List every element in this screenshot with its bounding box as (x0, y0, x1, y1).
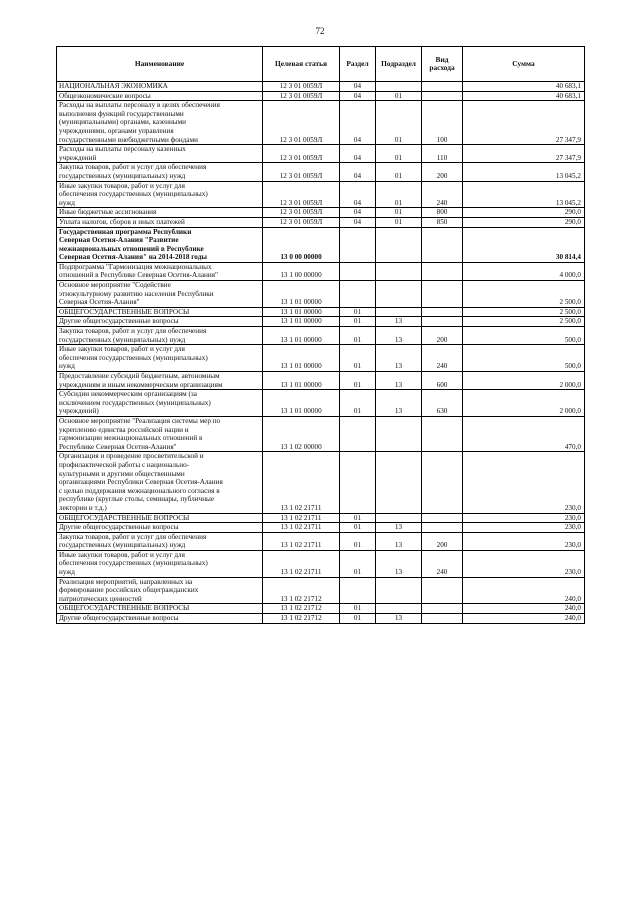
cell-amount: 30 814,4 (463, 227, 585, 262)
cell-amount: 2 000,0 (463, 372, 585, 390)
cell-amount: 470,0 (463, 416, 585, 451)
table-row (57, 327, 585, 345)
cell-expense-type (422, 281, 463, 308)
cell-name: Другие общегосударственные вопросы (57, 523, 263, 533)
cell-name: Организация и проведение просветительской и профилактической работы с национально- культурными и другими общественными организациями Республики Северная Осетия-Алания с целью поддержания межнационального согласия в республике (круглые столы, семинары, публичные лектории и т.д.) (57, 452, 263, 513)
cell-expense-type: 100 (422, 101, 463, 145)
cell-subsection: 13 (376, 345, 422, 372)
cell-name: ОБЩЕГОСУДАРСТВЕННЫЕ ВОПРОСЫ (57, 604, 263, 614)
cell-amount: 2 000,0 (463, 390, 585, 417)
cell-target: 13 1 01 00000 (263, 281, 340, 308)
cell-target: 13 1 02 21712 (263, 604, 340, 614)
table-row (57, 101, 585, 145)
cell-name: Другие общегосударственные вопросы (57, 614, 263, 624)
cell-target: 13 1 01 00000 (263, 390, 340, 417)
cell-section: 04 (340, 208, 376, 218)
cell-subsection: 01 (376, 145, 422, 163)
cell-subsection: 13 (376, 372, 422, 390)
cell-expense-type (422, 416, 463, 451)
cell-expense-type (422, 513, 463, 523)
cell-subsection (376, 577, 422, 604)
cell-subsection: 01 (376, 163, 422, 181)
cell-expense-type (422, 317, 463, 327)
cell-section: 04 (340, 181, 376, 208)
cell-target: 12 3 01 0059Л (263, 163, 340, 181)
cell-expense-type (422, 262, 463, 280)
cell-target: 13 1 01 00000 (263, 307, 340, 317)
cell-subsection (376, 262, 422, 280)
cell-subsection: 01 (376, 208, 422, 218)
cell-expense-type (422, 452, 463, 513)
cell-section: 04 (340, 101, 376, 145)
cell-amount: 13 045,2 (463, 181, 585, 208)
table-header-row (57, 47, 585, 82)
cell-section: 01 (340, 532, 376, 550)
table-row (57, 513, 585, 523)
table-row (57, 390, 585, 417)
cell-name: ОБЩЕГОСУДАРСТВЕННЫЕ ВОПРОСЫ (57, 307, 263, 317)
cell-name: Основное мероприятие "Реализация системы мер по укреплению единства российской нации и гармонизации межнациональных отношений в Республике Северная Осетия-Алания" (57, 416, 263, 451)
cell-section: 04 (340, 82, 376, 92)
table-row (57, 163, 585, 181)
cell-subsection: 13 (376, 390, 422, 417)
cell-section: 01 (340, 307, 376, 317)
cell-amount: 290,0 (463, 217, 585, 227)
cell-name: Уплата налогов, сборов и иных платежей (57, 217, 263, 227)
table-row (57, 452, 585, 513)
cell-amount: 230,0 (463, 523, 585, 533)
cell-name: Подпрограмма "Гармонизация межнациональных отношений в Республике Северная Осетия-Алания" (57, 262, 263, 280)
cell-amount: 230,0 (463, 550, 585, 577)
cell-section (340, 416, 376, 451)
table-row (57, 262, 585, 280)
table-row (57, 523, 585, 533)
cell-subsection (376, 281, 422, 308)
cell-section (340, 262, 376, 280)
cell-section: 01 (340, 513, 376, 523)
cell-target: 13 1 01 00000 (263, 372, 340, 390)
cell-section (340, 452, 376, 513)
budget-table (56, 46, 585, 624)
cell-section: 01 (340, 523, 376, 533)
cell-subsection: 01 (376, 217, 422, 227)
cell-section (340, 281, 376, 308)
cell-name: Субсидии некоммерческим организациям (за исключением государственных (муниципальных) учреждений) (57, 390, 263, 417)
cell-amount: 230,0 (463, 452, 585, 513)
cell-target: 13 1 02 21711 (263, 532, 340, 550)
cell-section: 01 (340, 327, 376, 345)
header-expense-type: Вид расхода (422, 47, 463, 82)
cell-name: Иные закупки товаров, работ и услуг для обеспечения государственных (муниципальных) нужд (57, 550, 263, 577)
cell-section: 04 (340, 217, 376, 227)
cell-subsection (376, 416, 422, 451)
cell-target: 13 1 02 21711 (263, 452, 340, 513)
cell-name: ОБЩЕГОСУДАРСТВЕННЫЕ ВОПРОСЫ (57, 513, 263, 523)
cell-amount: 240,0 (463, 604, 585, 614)
cell-amount: 40 683,1 (463, 91, 585, 101)
cell-subsection: 13 (376, 327, 422, 345)
cell-expense-type: 630 (422, 390, 463, 417)
cell-expense-type (422, 604, 463, 614)
cell-amount: 240,0 (463, 577, 585, 604)
cell-subsection (376, 227, 422, 262)
header-section: Раздел (340, 47, 376, 82)
cell-subsection (376, 604, 422, 614)
cell-section: 04 (340, 163, 376, 181)
cell-subsection: 01 (376, 181, 422, 208)
cell-expense-type: 110 (422, 145, 463, 163)
table-row (57, 317, 585, 327)
table-row (57, 217, 585, 227)
cell-name: НАЦИОНАЛЬНАЯ ЭКОНОМИКА (57, 82, 263, 92)
header-amount: Сумма (463, 47, 585, 82)
cell-name: Государственная программа Республики Северная Осетия-Алания "Развитие межнациональных отношений в Республике Северная Осетия-Алания" на 2014-2018 годы (57, 227, 263, 262)
header-subsection: Подраздел (376, 47, 422, 82)
cell-amount: 240,0 (463, 614, 585, 624)
cell-target: 12 3 01 0059Л (263, 208, 340, 218)
table-row (57, 416, 585, 451)
cell-name: Общеэкономические вопросы (57, 91, 263, 101)
cell-target: 12 3 01 0059Л (263, 82, 340, 92)
cell-target: 12 3 01 0059Л (263, 145, 340, 163)
cell-section: 01 (340, 614, 376, 624)
table-row (57, 532, 585, 550)
cell-expense-type (422, 91, 463, 101)
cell-expense-type: 800 (422, 208, 463, 218)
cell-target: 12 3 01 0059Л (263, 91, 340, 101)
cell-target: 13 1 02 21711 (263, 550, 340, 577)
cell-expense-type (422, 614, 463, 624)
cell-name: Расходы на выплаты персоналу казенных учреждений (57, 145, 263, 163)
cell-target: 12 3 01 0059Л (263, 181, 340, 208)
cell-subsection: 13 (376, 614, 422, 624)
cell-name: Закупка товаров, работ и услуг для обеспечения государственных (муниципальных) нужд (57, 163, 263, 181)
cell-section: 01 (340, 390, 376, 417)
cell-expense-type: 200 (422, 532, 463, 550)
table-row (57, 281, 585, 308)
cell-section (340, 577, 376, 604)
cell-amount: 2 500,0 (463, 307, 585, 317)
cell-subsection (376, 452, 422, 513)
cell-expense-type: 240 (422, 181, 463, 208)
cell-expense-type (422, 307, 463, 317)
table-row (57, 307, 585, 317)
cell-amount: 500,0 (463, 345, 585, 372)
table-row (57, 372, 585, 390)
cell-subsection: 01 (376, 91, 422, 101)
cell-section: 01 (340, 317, 376, 327)
table-row (57, 345, 585, 372)
cell-subsection: 13 (376, 550, 422, 577)
cell-section: 01 (340, 604, 376, 614)
cell-expense-type: 850 (422, 217, 463, 227)
cell-section: 04 (340, 91, 376, 101)
cell-subsection (376, 307, 422, 317)
cell-amount: 27 347,9 (463, 145, 585, 163)
cell-name: Расходы на выплаты персоналу в целях обеспечения выполнения функций государственными (муниципальными) органами, казенными учреждениями, органами управления государственными внебюджетными фондами (57, 101, 263, 145)
cell-section: 01 (340, 550, 376, 577)
cell-subsection: 01 (376, 101, 422, 145)
cell-name: Закупка товаров, работ и услуг для обеспечения государственных (муниципальных) нужд (57, 532, 263, 550)
table-row (57, 614, 585, 624)
table-row (57, 577, 585, 604)
cell-subsection: 13 (376, 532, 422, 550)
cell-name: Закупка товаров, работ и услуг для обеспечения государственных (муниципальных) нужд (57, 327, 263, 345)
table-row (57, 91, 585, 101)
cell-section (340, 227, 376, 262)
cell-amount: 2 500,0 (463, 317, 585, 327)
cell-section: 04 (340, 145, 376, 163)
cell-target: 13 1 00 00000 (263, 262, 340, 280)
cell-amount: 40 683,1 (463, 82, 585, 92)
cell-section: 01 (340, 372, 376, 390)
cell-expense-type: 600 (422, 372, 463, 390)
cell-name: Реализация мероприятий, направленных на формирование российских общегражданских патриотических ценностей (57, 577, 263, 604)
cell-expense-type (422, 227, 463, 262)
cell-expense-type: 240 (422, 550, 463, 577)
cell-amount: 230,0 (463, 532, 585, 550)
table-row (57, 208, 585, 218)
cell-name: Другие общегосударственные вопросы (57, 317, 263, 327)
table-body (57, 82, 585, 624)
cell-amount: 4 000,0 (463, 262, 585, 280)
cell-amount: 2 500,0 (463, 281, 585, 308)
cell-expense-type: 200 (422, 327, 463, 345)
table-row (57, 82, 585, 92)
cell-subsection: 13 (376, 523, 422, 533)
table-row (57, 181, 585, 208)
cell-target: 13 1 02 21712 (263, 614, 340, 624)
page-number: 72 (315, 26, 325, 36)
table-row (57, 550, 585, 577)
cell-target: 13 0 00 00000 (263, 227, 340, 262)
cell-name: Иные закупки товаров, работ и услуг для обеспечения государственных (муниципальных) нужд (57, 345, 263, 372)
cell-target: 12 3 01 0059Л (263, 217, 340, 227)
table-row (57, 604, 585, 614)
cell-expense-type: 200 (422, 163, 463, 181)
cell-amount: 13 045,2 (463, 163, 585, 181)
cell-target: 13 1 01 00000 (263, 345, 340, 372)
cell-target: 13 1 02 00000 (263, 416, 340, 451)
cell-target: 12 3 01 0059Л (263, 101, 340, 145)
cell-expense-type (422, 577, 463, 604)
cell-expense-type (422, 523, 463, 533)
cell-amount: 27 347,9 (463, 101, 585, 145)
cell-target: 13 1 02 21711 (263, 513, 340, 523)
cell-target: 13 1 02 21712 (263, 577, 340, 604)
cell-amount: 500,0 (463, 327, 585, 345)
cell-amount: 230,0 (463, 513, 585, 523)
cell-name: Предоставление субсидий бюджетным, автономным учреждениям и иным некоммерческим организациям (57, 372, 263, 390)
cell-name: Иные закупки товаров, работ и услуг для обеспечения государственных (муниципальных) нужд (57, 181, 263, 208)
cell-expense-type: 240 (422, 345, 463, 372)
header-target: Целевая статья (263, 47, 340, 82)
cell-name: Иные бюджетные ассигнования (57, 208, 263, 218)
cell-amount: 290,0 (463, 208, 585, 218)
table-row (57, 227, 585, 262)
cell-subsection (376, 82, 422, 92)
cell-target: 13 1 01 00000 (263, 327, 340, 345)
cell-subsection (376, 513, 422, 523)
table-row (57, 145, 585, 163)
cell-target: 13 1 02 21711 (263, 523, 340, 533)
cell-section: 01 (340, 345, 376, 372)
cell-name: Основное мероприятие "Содействие этнокультурному развитию населения Республики Северная Осетия-Алания" (57, 281, 263, 308)
cell-target: 13 1 01 00000 (263, 317, 340, 327)
cell-subsection: 13 (376, 317, 422, 327)
header-name: Наименование (57, 47, 263, 82)
cell-expense-type (422, 82, 463, 92)
